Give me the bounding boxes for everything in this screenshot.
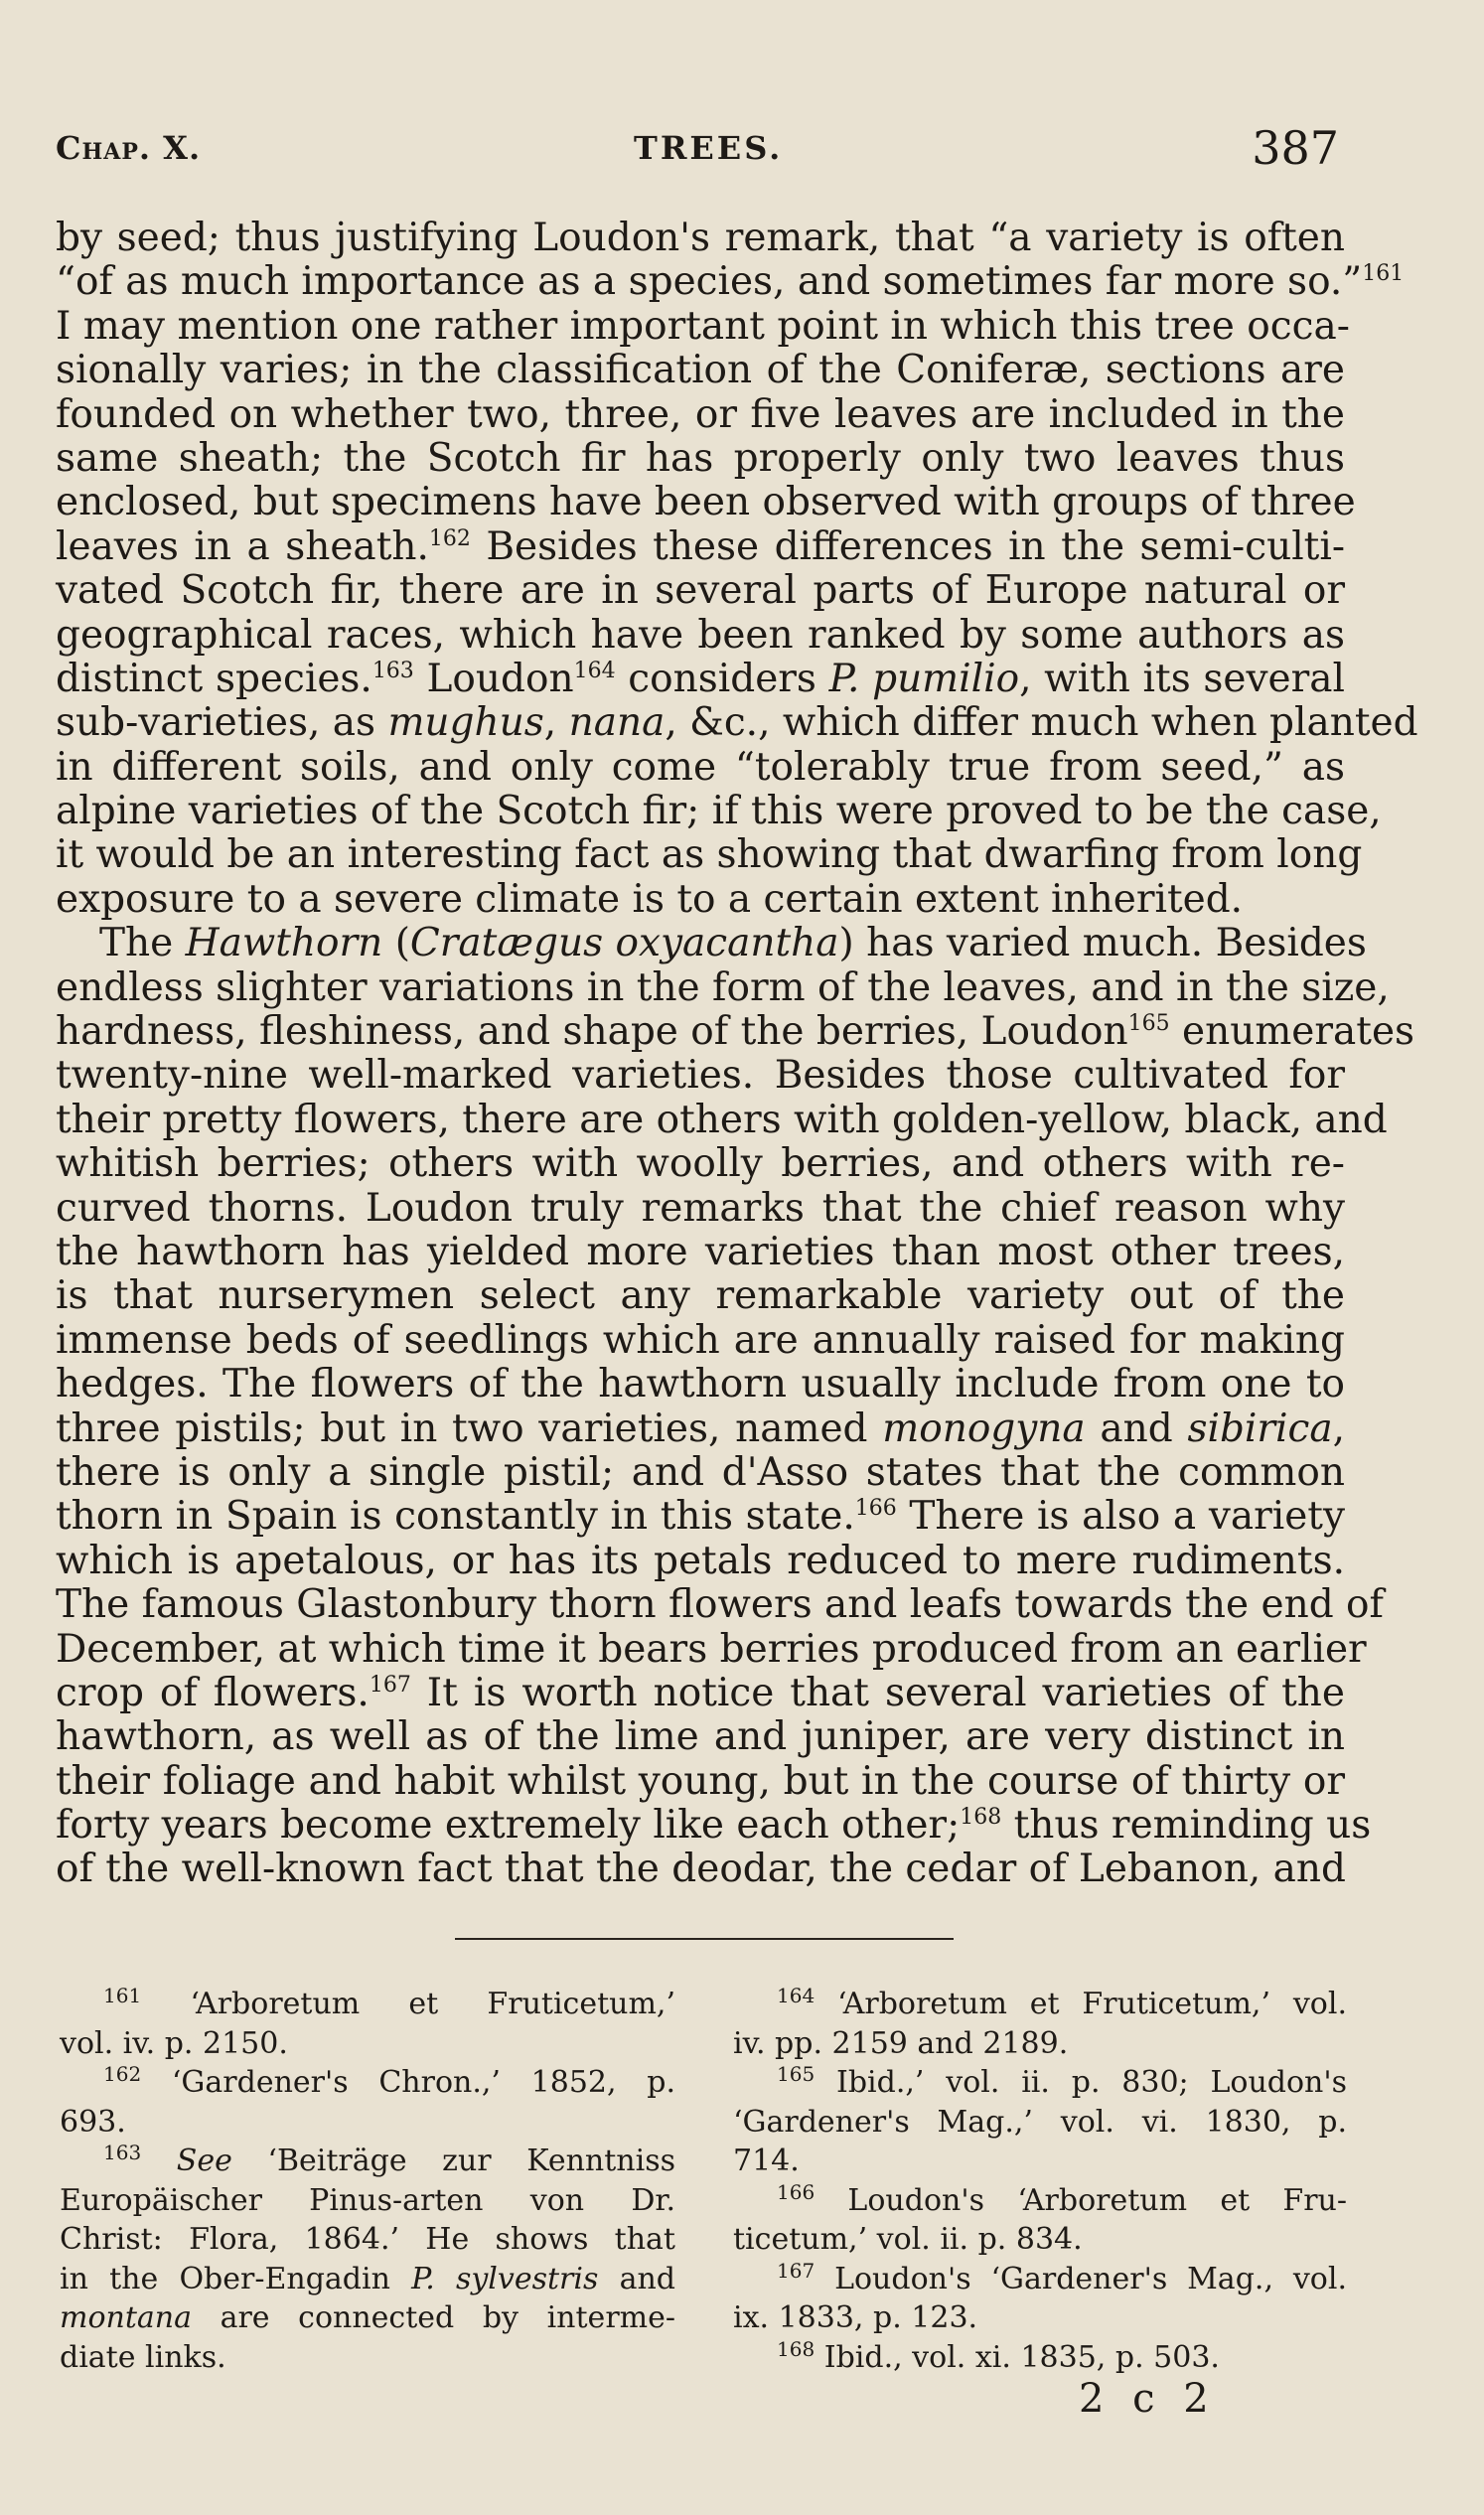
italic-run: P. sylvestris	[411, 2261, 599, 2296]
text-run: Christ: Flora, 1864.’ He shows that	[60, 2222, 675, 2257]
text-run: There is also a variety	[896, 1494, 1346, 1540]
text-line	[60, 2142, 675, 2181]
text-run: ,	[1332, 1405, 1345, 1451]
text-run: Besides these differences in the semi-culti-	[470, 523, 1345, 569]
text-line	[56, 1274, 1345, 1318]
text-run: distinct species.	[56, 656, 372, 701]
text-line	[56, 1009, 1415, 1055]
text-run: 714.	[733, 2144, 800, 2178]
text-line	[733, 2142, 1347, 2181]
signature-mark: 2 c 2	[1079, 2376, 1217, 2422]
text-run: hardness, fleshiness, and shape of the berries, Loudon	[56, 1009, 1128, 1055]
text-run: ticetum,’ vol. ii. p. 834.	[733, 2222, 1083, 2257]
text-line	[56, 349, 1345, 392]
italic-run: nana	[568, 700, 666, 746]
text-line	[56, 832, 1363, 878]
text-line	[56, 569, 1345, 613]
text-line	[56, 1715, 1345, 1759]
footnote-number: 166	[777, 2179, 816, 2204]
text-run: hawthorn, as well as of the lime and juniper, are very distinct in	[56, 1714, 1345, 1760]
text-run: iv. pp. 2159 and 2189.	[733, 2025, 1069, 2061]
text-line	[733, 2260, 1347, 2299]
text-line	[60, 2220, 675, 2260]
text-line	[56, 614, 1345, 658]
text-run: ‘Gardener's Mag.,’ vol. vi. 1830, p.	[733, 2104, 1347, 2140]
text-run: exposure to a severe climate is to a certain extent inherited.	[56, 876, 1244, 922]
text-run: it would be an interesting fact as showing that dwarfing from long	[56, 832, 1363, 878]
text-run: Ibid., vol. xi. 1835, p. 503.	[815, 2339, 1220, 2375]
footnote-ref: 163	[371, 658, 414, 683]
footnote-ref: 164	[573, 658, 616, 683]
text-line	[733, 1985, 1347, 2024]
text-line	[56, 1672, 1345, 1715]
text-line	[56, 1187, 1345, 1231]
text-run: in the Ober-Engadin	[60, 2261, 412, 2296]
text-line	[60, 2338, 675, 2378]
text-run: It is worth notice that several varieties of the	[410, 1670, 1345, 1715]
text-line	[60, 2260, 675, 2299]
footnote-number: 165	[777, 2062, 816, 2086]
text-line	[56, 921, 1367, 966]
text-line	[60, 1985, 675, 2024]
text-run: whitish berries; others with woolly berries, and others with re-	[56, 1141, 1345, 1187]
text-run: I may mention one rather important point in which this tree occa-	[56, 303, 1350, 349]
text-run: ,	[543, 700, 569, 746]
text-run: by seed; thus justifying Loudon's remark, that “a variety is often	[56, 216, 1345, 260]
text-run: 693.	[60, 2104, 126, 2140]
text-line	[56, 1097, 1388, 1142]
italic-run: sibirica	[1187, 1405, 1333, 1451]
text-run: “of as much importance as a species, and sometimes far more so.”	[56, 259, 1363, 305]
text-run: ix. 1833, p. 123.	[733, 2300, 978, 2335]
italic-run: mughus	[387, 700, 544, 746]
text-line	[56, 1803, 1372, 1849]
text-line	[733, 2220, 1347, 2260]
text-run: and	[598, 2261, 675, 2296]
text-run: vol. iv. p. 2150.	[60, 2025, 288, 2061]
footnote-ref: 161	[1362, 261, 1405, 287]
text-run: founded on whether two, three, or five leaves are included in the	[56, 391, 1345, 437]
text-run: Europäischer Pinus-arten von Dr.	[60, 2182, 675, 2218]
text-run: same sheath; the Scotch fir has properly only two leaves thus	[56, 435, 1345, 481]
text-line	[56, 393, 1345, 437]
text-line	[733, 2063, 1347, 2103]
main-text	[56, 216, 1418, 1892]
text-line	[56, 259, 1405, 305]
text-line	[56, 525, 1345, 569]
text-run: in different soils, and only come “tolerably true from seed,” as	[56, 744, 1345, 790]
text-run: twenty-nine well-marked varieties. Besides those cultivated for	[56, 1053, 1345, 1099]
text-run: thus reminding us	[1001, 1803, 1372, 1849]
text-run: and	[1085, 1405, 1188, 1451]
running-header	[56, 121, 1347, 181]
footnote-ref: 167	[369, 1672, 411, 1698]
text-line	[56, 964, 1390, 1010]
text-line	[56, 1540, 1345, 1583]
text-line	[56, 878, 1345, 922]
text-line	[56, 700, 1418, 746]
text-run: vated Scotch fir, there are in several parts of Europe natural or	[56, 568, 1345, 614]
text-line	[56, 1142, 1345, 1186]
text-line	[56, 1495, 1345, 1539]
text-run: ) has varied much. Besides	[838, 921, 1367, 966]
footnote-number: 164	[777, 1984, 816, 2007]
text-run: Loudon's ‘Arboretum et Fru-	[815, 2182, 1347, 2218]
footnote-ref: 165	[1127, 1011, 1170, 1037]
italic-run: Hawthorn	[185, 921, 383, 966]
footnotes-right-column	[733, 1985, 1347, 2377]
text-run: ‘Arboretum et Fruticetum,’ vol.	[815, 1987, 1347, 2021]
text-run: thorn in Spain is constantly in this state.	[56, 1494, 855, 1540]
text-run: endless slighter variations in the form of the leaves, and in the size,	[56, 964, 1390, 1010]
text-run: which is apetalous, or has its petals reduced to mere rudiments.	[56, 1538, 1345, 1583]
italic-run: Cratægus oxyacantha	[409, 921, 839, 966]
text-run: of the well-known fact that the deodar, the cedar of Lebanon, and	[56, 1847, 1346, 1892]
text-run: forty years become extremely like each other;	[56, 1803, 961, 1849]
italic-run: monogyna	[882, 1405, 1086, 1451]
footnote-number: 161	[103, 1984, 142, 2007]
text-line	[56, 1626, 1367, 1672]
text-line	[60, 2024, 675, 2064]
text-run: geographical races, which have been ranked by some authors as	[56, 612, 1345, 658]
text-run: their foliage and habit whilst young, but in the course of thirty or	[56, 1758, 1345, 1804]
text-line	[60, 2063, 675, 2103]
running-title: TREES.	[634, 129, 784, 167]
text-run: December, at which time it bears berries produced from an earlier	[56, 1626, 1367, 1672]
text-run: enumerates	[1169, 1009, 1415, 1055]
text-run: ‘Beiträge zur Kenntniss	[231, 2144, 675, 2178]
text-line	[56, 437, 1345, 481]
text-run: immense beds of seedlings which are annually raised for making	[56, 1317, 1345, 1363]
text-run: the hawthorn has yielded more varieties than most other trees,	[56, 1229, 1345, 1274]
text-line	[733, 2181, 1347, 2221]
text-line	[60, 2103, 675, 2143]
footnote-divider	[455, 1938, 954, 1940]
text-run: are connected by interme-	[191, 2300, 675, 2335]
footnote-number: 167	[777, 2258, 816, 2283]
text-line	[56, 746, 1345, 790]
text-run: Loudon's ‘Gardener's Mag., vol.	[815, 2261, 1347, 2296]
footnote-number: 168	[777, 2336, 816, 2361]
text-run: Loudon	[413, 656, 574, 701]
text-line	[56, 1054, 1345, 1098]
text-run: (	[382, 921, 410, 966]
text-line	[733, 2338, 1347, 2378]
footnote-ref: 168	[960, 1805, 1002, 1831]
footnote-number: 162	[103, 2062, 142, 2086]
text-line	[56, 1760, 1345, 1804]
text-line	[56, 1407, 1345, 1451]
text-run: , &c., which differ much when planted	[665, 700, 1418, 746]
text-line	[733, 2024, 1347, 2064]
text-line	[733, 2103, 1347, 2143]
text-run: ‘Gardener's Chron.,’ 1852, p.	[141, 2065, 675, 2100]
text-run: enclosed, but specimens have been observed with groups of three	[56, 480, 1356, 525]
text-line	[56, 1319, 1345, 1363]
text-run: considers	[615, 656, 829, 701]
text-line	[56, 480, 1356, 525]
text-line	[56, 1231, 1345, 1274]
text-line	[733, 2298, 1347, 2338]
italic-run: montana	[60, 2300, 192, 2335]
text-run: Ibid.,’ vol. ii. p. 830; Loudon's	[815, 2065, 1347, 2100]
text-run: sub-varieties, as	[56, 700, 388, 746]
text-run	[141, 2144, 177, 2178]
text-line	[56, 1363, 1345, 1406]
page-number: 387	[1252, 121, 1339, 175]
text-run: leaves in a sheath.	[56, 523, 429, 569]
text-run: diate links.	[60, 2339, 226, 2375]
text-run: hedges. The flowers of the hawthorn usually include from one to	[56, 1362, 1345, 1407]
text-run: The famous Glastonbury thorn flowers and leafs towards the end of	[56, 1582, 1384, 1628]
text-line	[60, 2298, 675, 2338]
footnote-number: 163	[103, 2141, 142, 2164]
text-line	[60, 2181, 675, 2221]
text-run: is that nurserymen select any remarkable variety out of the	[56, 1273, 1345, 1319]
italic-run: See	[176, 2144, 232, 2178]
text-run: their pretty flowers, there are others with golden-yellow, black, and	[56, 1097, 1388, 1142]
text-run: alpine varieties of the Scotch fir; if this were proved to be the case,	[56, 789, 1382, 834]
text-line	[56, 789, 1382, 834]
text-run: there is only a single pistil; and d'Asso states that the common	[56, 1449, 1345, 1495]
text-run: ‘Arboretum et Fruticetum,’	[141, 1987, 675, 2021]
text-line	[56, 1848, 1345, 1891]
text-run: three pistils; but in two varieties, named	[56, 1405, 883, 1451]
text-run: crop of flowers.	[56, 1670, 370, 1715]
text-line	[56, 1582, 1384, 1628]
text-run: sionally varies; in the classification of the Coniferæ, sections are	[56, 348, 1345, 393]
text-line	[56, 303, 1350, 349]
footnote-ref: 166	[854, 1496, 897, 1522]
text-run: curved thorns. Loudon truly remarks that the chief reason why	[56, 1185, 1345, 1231]
italic-run: P. pumilio	[828, 656, 1020, 701]
text-line	[56, 217, 1345, 260]
text-line	[56, 658, 1345, 701]
text-run: The	[99, 921, 186, 966]
footnotes-left-column	[60, 1985, 675, 2377]
text-run: , with its several	[1019, 656, 1345, 701]
text-line	[56, 1451, 1345, 1495]
footnote-ref: 162	[428, 525, 471, 551]
chapter-label: Chap. X.	[56, 129, 202, 167]
